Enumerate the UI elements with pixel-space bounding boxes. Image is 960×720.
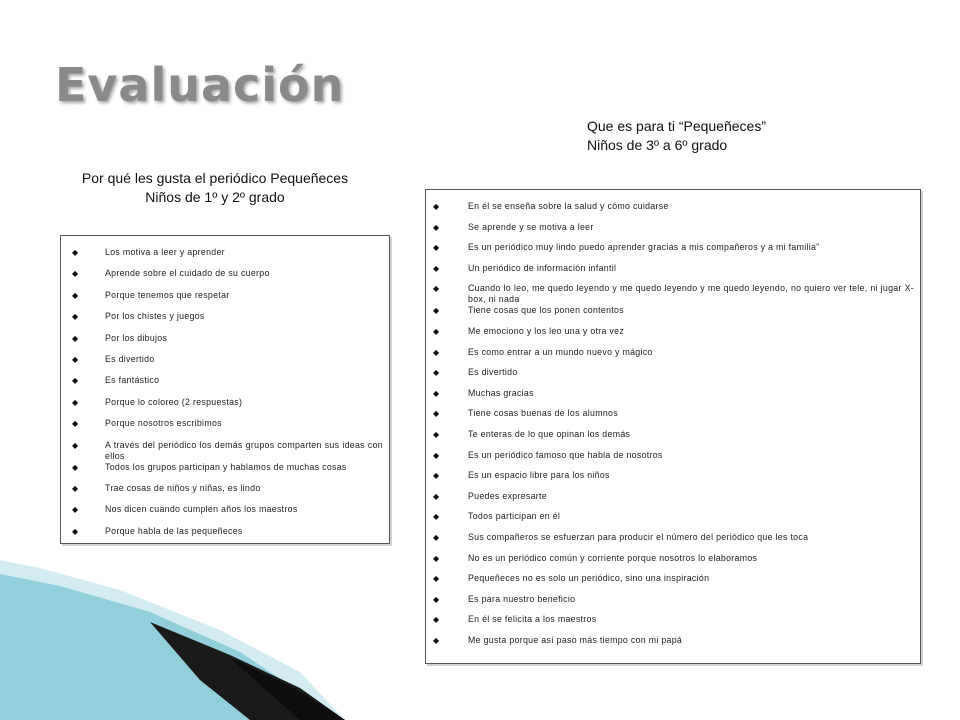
- right-response-item: [431, 388, 914, 409]
- right-response-item: [431, 573, 914, 594]
- right-response-item-text: Es un espacio libre para los niños: [468, 470, 610, 481]
- right-response-item: [431, 511, 914, 532]
- left-heading-line-1: Por qué les gusta el periódico Pequeñeces: [81, 170, 349, 186]
- right-response-item-text: Es como entrar a un mundo nuevo y mágico: [468, 346, 653, 357]
- right-response-item-text: Me gusta porque así paso más tiempo con mi papá: [468, 634, 683, 645]
- right-heading-line-1: Que es para ti “Pequeñeces”: [587, 118, 766, 134]
- right-response-item: [431, 408, 914, 429]
- bullet-icon: ◆: [72, 526, 79, 536]
- left-response-item-text: Porque habla de las pequeñeces: [105, 525, 243, 536]
- left-heading-line-2: Niños de 1º y 2º grado: [145, 189, 285, 205]
- right-response-item-text: Es divertido: [468, 367, 518, 378]
- right-responses-box: [425, 189, 921, 664]
- right-heading: [587, 117, 847, 155]
- right-response-item-text: No es un periódico común y corriente porque nosotros lo elaboramos: [468, 552, 758, 563]
- left-responses-box: [60, 235, 390, 544]
- right-response-item: [431, 222, 914, 243]
- right-response-item-text: Tiene cosas que los ponen contentos: [468, 305, 624, 316]
- right-response-item: [431, 429, 914, 450]
- right-response-item-text: Se aprende y se motiva a leer: [468, 221, 594, 232]
- bullet-icon: ◆: [433, 409, 440, 419]
- left-response-item-text: Nos dicen cuando cumplen años los maestros: [105, 504, 298, 515]
- right-response-item-text: Tiene cosas buenas de los alumnos: [468, 408, 618, 419]
- bullet-icon: ◆: [433, 368, 440, 378]
- bullet-icon: ◆: [72, 290, 79, 300]
- left-response-item-text: Todos los grupos participan y hablamos de muchas cosas: [105, 461, 347, 472]
- bullet-icon: ◆: [433, 326, 440, 336]
- left-response-item-text: A través del periódico los demás grupos comparten sus ideas con ellos: [105, 439, 383, 461]
- left-response-item: [69, 247, 383, 268]
- left-response-item-text: Porque tenemos que respetar: [105, 289, 230, 300]
- right-response-item-text: Es un periódico muy lindo puedo aprender gracias a mis compañeros y a mi familia”: [468, 242, 820, 253]
- bullet-icon: ◆: [433, 306, 440, 316]
- bullet-icon: ◆: [72, 440, 79, 450]
- left-response-item: [69, 526, 383, 547]
- bullet-icon: ◆: [433, 532, 440, 542]
- bullet-icon: ◆: [433, 347, 440, 357]
- right-response-item: [431, 635, 914, 656]
- right-response-item-text: En él se felicita a los maestros: [468, 614, 597, 625]
- right-response-item-text: Me emociono y los leo una y otra vez: [468, 325, 625, 336]
- left-response-item: [69, 354, 383, 375]
- bullet-icon: ◆: [433, 471, 440, 481]
- left-response-item-text: Por los dibujos: [105, 332, 168, 343]
- left-response-item: [69, 462, 383, 483]
- right-response-item-text: Muchas gracias: [468, 387, 534, 398]
- right-response-item: [431, 263, 914, 284]
- right-response-item-text: En él se enseña sobre la salud y cómo cuidarse: [468, 201, 669, 211]
- bullet-icon: ◆: [433, 635, 440, 645]
- slide-title: Evaluación: [55, 58, 345, 112]
- bullet-icon: ◆: [72, 376, 79, 386]
- bullet-icon: ◆: [72, 462, 79, 472]
- right-response-item-text: Es para nuestro beneficio: [468, 593, 576, 604]
- right-response-item-text: Pequeñeces no es solo un periódico, sino una inspiración: [468, 573, 710, 584]
- left-response-item-text: Los motiva a leer y aprender: [105, 247, 225, 257]
- right-response-item-text: Sus compañeros se esfuerzan para producir el número del periódico que les toca: [468, 531, 809, 542]
- bullet-icon: ◆: [433, 284, 440, 294]
- bullet-icon: ◆: [72, 505, 79, 515]
- bullet-icon: ◆: [433, 263, 440, 273]
- right-response-item: [431, 532, 914, 553]
- bullet-icon: ◆: [72, 419, 79, 429]
- bullet-icon: ◆: [72, 269, 79, 279]
- bullet-icon: ◆: [72, 312, 79, 322]
- right-response-item: [431, 347, 914, 368]
- right-response-item: [431, 326, 914, 347]
- left-responses-list: [61, 236, 389, 547]
- right-response-item: [431, 553, 914, 574]
- right-response-item-text: Puedes expresarte: [468, 490, 547, 501]
- left-response-item: [69, 483, 383, 504]
- left-heading: [45, 169, 385, 207]
- left-response-item: [69, 311, 383, 332]
- right-response-item-text: Un periódico de información infantil: [468, 262, 617, 273]
- right-response-item: [431, 470, 914, 491]
- bullet-icon: ◆: [433, 574, 440, 584]
- bullet-icon: ◆: [433, 450, 440, 460]
- bullet-icon: ◆: [72, 248, 79, 257]
- left-response-item: [69, 397, 383, 418]
- left-response-item: [69, 504, 383, 525]
- left-response-item-text: Trae cosas de niños y niñas, es lindo: [105, 482, 261, 493]
- left-response-item: [69, 418, 383, 439]
- bullet-icon: ◆: [72, 483, 79, 493]
- left-response-item-text: Porque nosotros escribimos: [105, 418, 222, 429]
- right-response-item: [431, 283, 914, 305]
- right-responses-list: [426, 190, 920, 655]
- bullet-icon: ◆: [72, 333, 79, 343]
- bullet-icon: ◆: [72, 354, 79, 364]
- left-response-item-text: Por los chistes y juegos: [105, 311, 205, 322]
- bullet-icon: ◆: [433, 615, 440, 625]
- left-response-item: [69, 440, 383, 462]
- left-response-item-text: Aprende sobre el cuidado de su cuerpo: [105, 268, 270, 279]
- right-response-item: [431, 201, 914, 222]
- left-response-item: [69, 268, 383, 289]
- bullet-icon: ◆: [433, 553, 440, 563]
- bullet-icon: ◆: [433, 202, 440, 211]
- bullet-icon: ◆: [433, 512, 440, 522]
- left-response-item-text: Porque lo coloreo (2 respuestas): [105, 396, 243, 407]
- left-response-item: [69, 375, 383, 396]
- right-response-item-text: Es un periódico famoso que habla de nosotros: [468, 449, 663, 460]
- bullet-icon: ◆: [433, 222, 440, 232]
- right-response-item: [431, 491, 914, 512]
- left-response-item-text: Es fantástico: [105, 375, 160, 386]
- bullet-icon: ◆: [433, 388, 440, 398]
- right-response-item: [431, 305, 914, 326]
- right-response-item: [431, 594, 914, 615]
- right-response-item: [431, 614, 914, 635]
- right-response-item: [431, 450, 914, 471]
- right-heading-line-2: Niños de 3º a 6º grado: [587, 137, 728, 153]
- right-response-item-text: Cuando lo leo, me quedo leyendo y me quedo leyendo y me quedo leyendo, no quiero ver tele, ni jugar X-box, ni nada: [468, 283, 914, 305]
- bullet-icon: ◆: [72, 397, 79, 407]
- right-response-item: [431, 367, 914, 388]
- left-response-item: [69, 290, 383, 311]
- right-response-item-text: Te enteras de lo que opinan los demás: [468, 428, 631, 439]
- right-response-item-text: Todos participan en él: [468, 511, 561, 522]
- bullet-icon: ◆: [433, 594, 440, 604]
- bullet-icon: ◆: [433, 491, 440, 501]
- right-response-item: [431, 242, 914, 263]
- bullet-icon: ◆: [433, 243, 440, 253]
- bullet-icon: ◆: [433, 429, 440, 439]
- left-response-item-text: Es divertido: [105, 353, 155, 364]
- left-response-item: [69, 333, 383, 354]
